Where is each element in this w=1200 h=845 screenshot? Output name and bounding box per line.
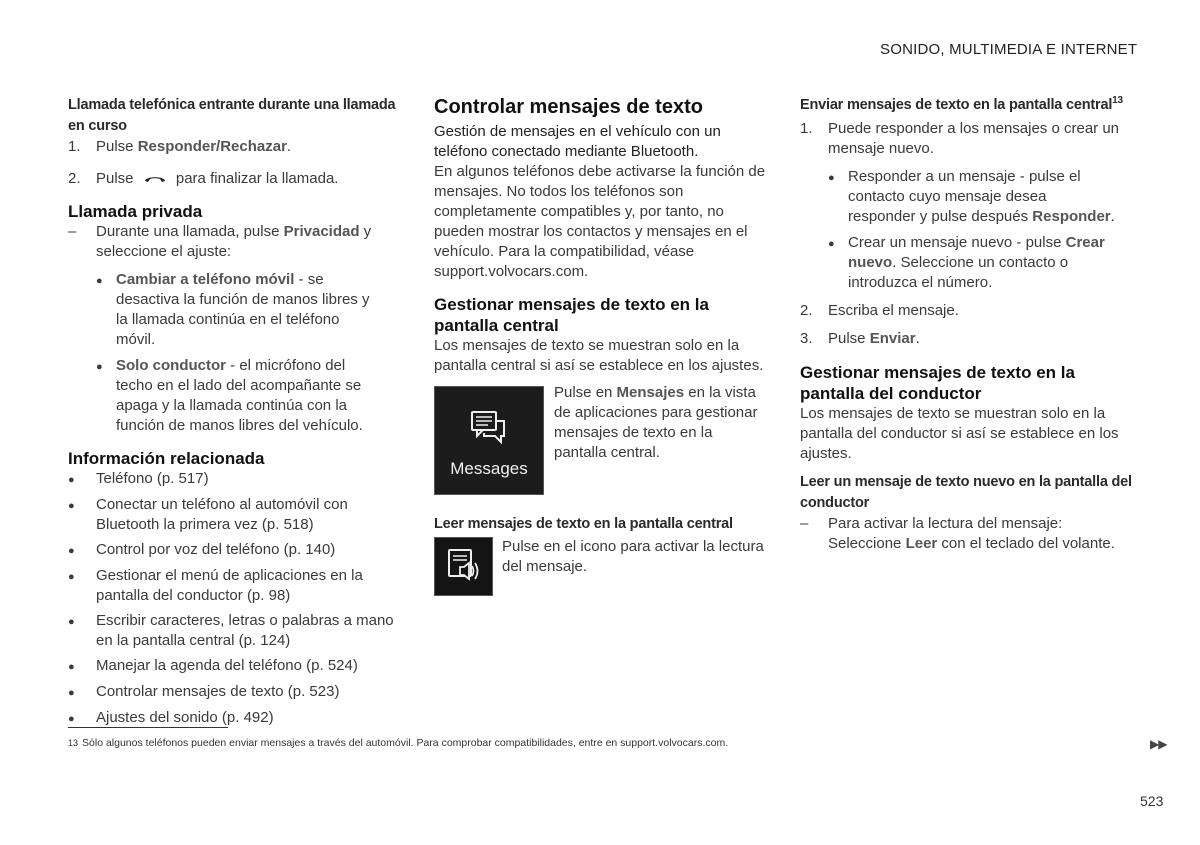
option-switch-to-mobile: ● Cambiar a teléfono móvil - se desactiva la función de manos libres y la llamada continúa en el teléfono móvil.: [96, 270, 382, 350]
page-title: Controlar mensajes de texto: [434, 96, 703, 118]
read-message-icon: [444, 547, 484, 587]
send-central-heading: Enviar mensajes de texto en la pantalla central$^{13}$: [800, 95, 1123, 113]
footnote-number: 13: [68, 738, 79, 748]
intro-text: En algunos teléfonos debe activarse la función de mensajes. No todos los teléfonos son completamente compatibles y, por tanto, no pueden mostrar los contactos y mensajes en el vehículo. Para la compatibilidad, véase support.volvocars.com.: [434, 163, 766, 280]
related-item[interactable]: ● Teléfono (p. 517): [68, 469, 402, 490]
page-number: 523: [1140, 793, 1164, 809]
step-text: Pulse para finalizar la llamada.: [96, 170, 339, 187]
step-2: [68, 169, 402, 189]
hang-up-icon: [142, 172, 168, 186]
option-driver-only: ● Solo conductor - el micrófono del techo en el lado del acompañante se apaga y la llamada continúa con la función de manos libres del vehículo.: [96, 356, 382, 436]
messages-label: Mensajes: [616, 384, 685, 401]
read-central-heading: Leer mensajes de texto en la pantalla central: [434, 516, 733, 532]
answer-reject-label: Responder/Rechazar: [137, 138, 287, 155]
section-header: SONIDO, MULTIMEDIA E INTERNET: [880, 41, 1138, 58]
related-item[interactable]: ● Gestionar el menú de aplicaciones en la pantalla del conductor (p. 98): [68, 566, 402, 606]
send-step-3: 3. Pulse Enviar.: [800, 330, 920, 347]
step-1: [68, 137, 402, 157]
column-right: [800, 95, 1134, 554]
step-number: 1.: [68, 138, 81, 155]
related-item[interactable]: ● Escribir caracteres, letras o palabras a mano en la pantalla central (p. 124): [68, 611, 402, 651]
private-options: [96, 270, 382, 436]
private-call-heading: Llamada privada: [68, 202, 203, 221]
read-new-driver-heading: Leer un mensaje de texto nuevo en la pantalla del conductor: [800, 474, 1132, 511]
option-create-new: ● Crear un mensaje nuevo - pulse Crear nuevo. Seleccione un contacto o introduzca el número.: [828, 233, 1118, 293]
read-label: Leer: [905, 535, 938, 552]
lead-text: Gestión de mensajes en el vehículo con un teléfono conectado mediante Bluetooth.: [434, 123, 721, 160]
incoming-call-heading: Llamada telefónica entrante durante una llamada en curso: [68, 97, 396, 134]
related-list: [68, 469, 402, 729]
step-text: Pulse Responder/Rechazar.: [96, 138, 292, 155]
reply-label: Responder: [1032, 208, 1111, 225]
related-item[interactable]: ● Controlar mensajes de texto (p. 523): [68, 682, 402, 703]
footnote-text: Sólo algunos teléfonos pueden enviar mensajes a través del automóvil. Para comprobar compatibilidades, entre en support.volvocars.com.: [82, 737, 729, 749]
read-central-text: Pulse en el icono para activar la lectura del mensaje.: [502, 538, 764, 575]
step-number: 2.: [68, 170, 81, 187]
column-middle: [434, 95, 768, 599]
create-new-label: Crear nuevo: [848, 234, 1105, 271]
column-left: [68, 95, 402, 729]
footnote-divider: [68, 727, 228, 728]
send-options: [828, 167, 1118, 293]
related-item[interactable]: ● Manejar la agenda del teléfono (p. 524): [68, 656, 402, 677]
continue-arrows-icon: ▶▶: [1150, 737, 1167, 751]
manage-driver-text: Los mensajes de texto se muestran solo en la pantalla del conductor si así se establece en los ajustes.: [800, 405, 1119, 462]
privacy-label: Privacidad: [283, 223, 360, 240]
messages-app-label: Messages: [450, 459, 528, 478]
read-new-instruction: – Para activar la lectura del mensaje: Seleccione Leer con el teclado del volante.: [800, 515, 1115, 552]
option-reply: ● Responder a un mensaje - pulse el contacto cuyo mensaje desea responder y pulse después Responder.: [828, 167, 1118, 227]
related-item[interactable]: ● Conectar un teléfono al automóvil con Bluetooth la primera vez (p. 518): [68, 495, 402, 535]
private-call-instruction: – Durante una llamada, pulse Privacidad y seleccione el ajuste:: [68, 223, 372, 260]
related-item[interactable]: ● Ajustes del sonido (p. 492): [68, 708, 402, 729]
manage-central-heading: Gestionar mensajes de texto en la pantalla central: [434, 295, 709, 335]
related-item[interactable]: ● Control por voz del teléfono (p. 140): [68, 540, 402, 561]
messages-app-text: Pulse en Mensajes en la vista de aplicaciones para gestionar mensajes de texto en la pantalla central.: [554, 384, 758, 461]
messages-app-block: [434, 386, 768, 498]
messages-app-button[interactable]: [434, 386, 544, 495]
footnote-ref[interactable]: 13: [1112, 95, 1123, 107]
manage-central-text: Los mensajes de texto se muestran solo en la pantalla central si así se establece en los ajustes.: [434, 337, 764, 374]
chat-icon: [469, 409, 509, 447]
read-aloud-button[interactable]: [434, 537, 493, 596]
footnote: [68, 733, 728, 753]
send-label: Enviar: [869, 330, 916, 347]
send-step-2: 2. Escriba el mensaje.: [800, 302, 959, 319]
read-block: [434, 537, 768, 599]
send-step-1: 1. Puede responder a los mensajes o crear un mensaje nuevo.: [800, 120, 1120, 157]
related-info-heading: Información relacionada: [68, 449, 265, 468]
manage-driver-heading: Gestionar mensajes de texto en la pantalla del conductor: [800, 363, 1075, 403]
